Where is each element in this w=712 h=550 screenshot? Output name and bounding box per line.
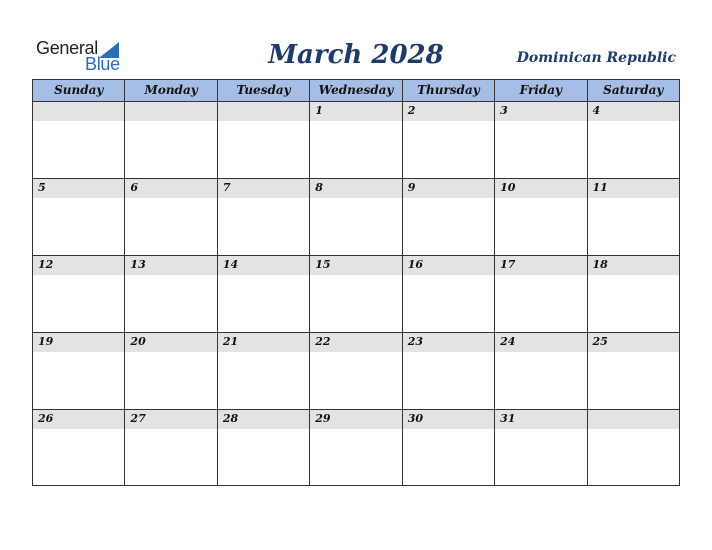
day-number: 29 [315,412,331,425]
day-number: 26 [38,412,54,425]
day-cell [125,256,217,332]
day-number: 13 [130,258,146,271]
day-number-band [125,179,216,198]
day-number: 16 [407,258,423,271]
country-name: Dominican Republic [516,50,676,66]
day-number: 21 [222,335,239,348]
day-cell [125,102,217,178]
day-number: 15 [315,258,331,271]
day-cell [588,410,679,486]
day-number-band [310,179,401,198]
weekday-sunday: Sunday [33,80,125,101]
day-number-band [33,179,124,198]
day-cell [310,333,402,409]
day-number: 4 [592,104,601,117]
day-number: 25 [592,335,608,348]
weekday-wednesday: Wednesday [310,80,402,101]
calendar-grid [32,79,680,486]
day-cell [33,333,125,409]
day-cell [310,179,402,255]
day-number: 27 [130,412,146,425]
weekday-friday: Friday [495,80,587,101]
day-number: 5 [38,181,46,194]
day-number: 24 [500,335,516,348]
day-number-band [403,179,494,198]
day-cell [403,333,495,409]
day-number: 18 [592,258,608,271]
day-number: 20 [130,335,146,348]
logo-text-general: General [36,38,98,58]
calendar-title: March 2028 [268,40,444,70]
day-number-band [588,102,679,121]
weekday-header-row [33,80,679,102]
day-cell [495,102,587,178]
day-cell [310,102,402,178]
day-number: 10 [500,181,516,194]
weekday-thursday: Thursday [403,80,495,101]
day-cell [125,333,217,409]
weekday-monday: Monday [125,80,217,101]
day-cell [33,410,125,486]
day-cell [310,410,402,486]
day-cell [495,179,587,255]
day-cell [403,102,495,178]
day-number: 8 [315,181,323,194]
week-row [33,333,679,410]
day-number: 1 [315,104,323,117]
day-cell [33,102,125,178]
day-number: 30 [407,412,423,425]
day-cell [125,179,217,255]
weekday-tuesday: Tuesday [218,80,310,101]
week-row [33,256,679,333]
day-number-band [495,102,586,121]
day-cell [33,256,125,332]
day-number: 7 [222,181,231,194]
day-cell [218,410,310,486]
day-number: 23 [407,335,423,348]
day-number: 12 [38,258,54,271]
day-number-band [218,179,309,198]
day-number-band [33,102,124,121]
day-number: 11 [592,181,608,194]
day-cell [588,102,679,178]
week-row [33,410,679,486]
day-number: 31 [500,412,516,425]
day-cell [403,410,495,486]
day-cell [588,256,679,332]
day-number-band [403,102,494,121]
day-number: 2 [407,104,416,117]
day-cell [218,256,310,332]
weekday-saturday: Saturday [603,83,664,97]
day-number: 22 [315,335,331,348]
day-cell [403,179,495,255]
day-cell [218,102,310,178]
day-number: 17 [500,258,516,271]
day-cell [33,179,125,255]
day-number: 9 [407,181,416,194]
week-row [33,102,679,179]
day-number: 3 [500,104,508,117]
day-number-band [310,102,401,121]
day-cell [495,333,587,409]
day-cell [495,256,587,332]
day-number: 28 [222,412,239,425]
day-number: 6 [130,181,139,194]
day-number-band [218,102,309,121]
day-cell [310,256,402,332]
day-cell [588,333,679,409]
day-cell [588,179,679,255]
week-row [33,179,679,256]
day-number: 19 [38,335,54,348]
day-cell [218,333,310,409]
day-number-band [588,410,679,429]
day-number: 14 [222,258,239,271]
day-cell [218,179,310,255]
logo-text-blue: Blue [85,54,120,74]
weeks-container [33,102,679,485]
day-cell [125,410,217,486]
day-cell [495,410,587,486]
day-cell [403,256,495,332]
day-number-band [125,102,216,121]
